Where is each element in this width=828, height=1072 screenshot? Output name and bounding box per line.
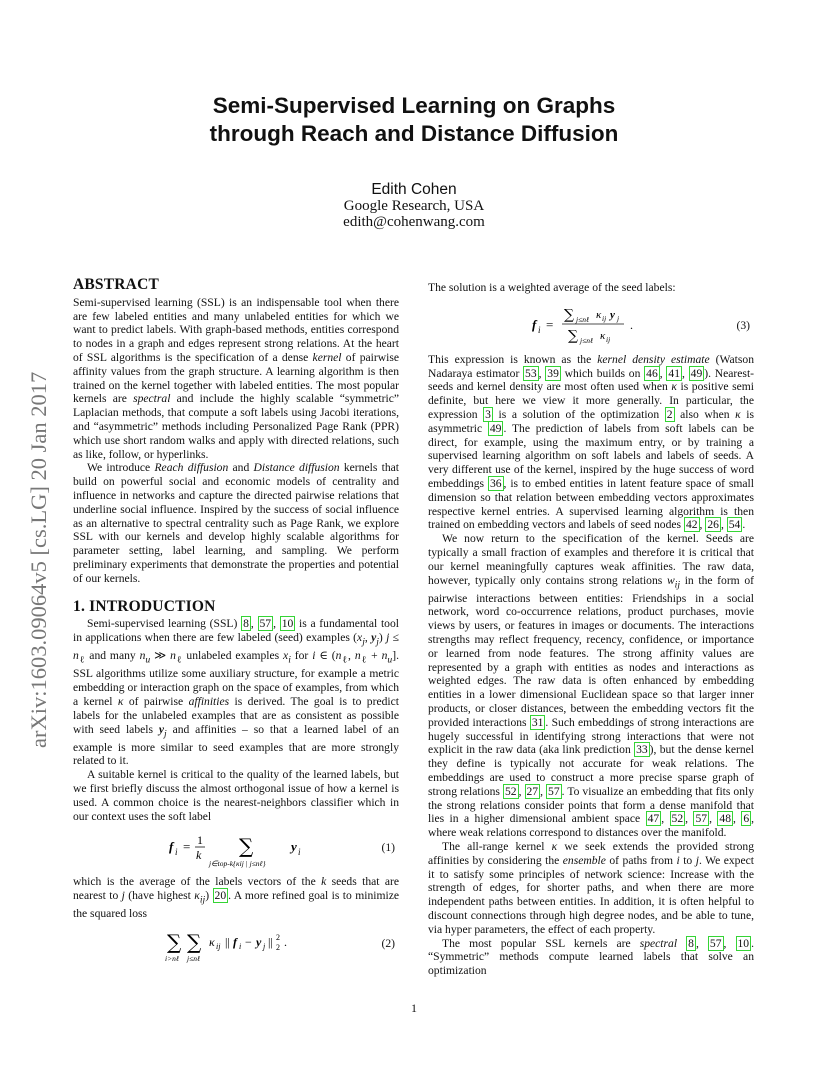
title-line-1: Semi-Supervised Learning on Graphs xyxy=(212,93,616,118)
svg-text:||: || xyxy=(268,935,273,950)
svg-text:∑: ∑ xyxy=(167,930,182,955)
citation-link[interactable]: 41 xyxy=(668,366,680,380)
svg-text:∑: ∑ xyxy=(564,306,574,323)
citation-link[interactable]: 42 xyxy=(685,518,698,532)
svg-text:f: f xyxy=(532,316,537,332)
svg-text:i: i xyxy=(175,847,178,858)
citation-link[interactable]: 33 xyxy=(636,743,648,757)
svg-text:f: f xyxy=(233,935,237,950)
citation-link[interactable]: 27 xyxy=(526,784,539,798)
svg-text:ij: ij xyxy=(216,942,221,952)
svg-text:κ: κ xyxy=(596,308,602,321)
citation-link[interactable]: 26 xyxy=(707,518,719,532)
citation-link[interactable]: 10 xyxy=(281,617,294,631)
author-name: Edith Cohen xyxy=(371,181,457,198)
svg-text:2: 2 xyxy=(276,943,280,953)
right-column xyxy=(428,281,754,978)
svg-text:ij: ij xyxy=(606,334,611,344)
svg-text:j≤nℓ: j≤nℓ xyxy=(576,314,590,324)
paper-title xyxy=(0,92,828,148)
svg-text:||: || xyxy=(225,935,230,950)
author-block xyxy=(0,182,828,230)
citation-link[interactable]: 46 xyxy=(646,366,658,380)
svg-text:i: i xyxy=(298,847,301,858)
citation-link[interactable]: 20 xyxy=(214,889,227,903)
svg-text:2: 2 xyxy=(276,933,280,943)
intro-paragraph-2: A suitable kernel is critical to the quality of the learned labels, but we first briefly discuss the almost orthogonal issue of how a kernel is used. A common choice is the nearest-neighbors classifier which in our context uses the soft label xyxy=(73,768,399,823)
equation-link[interactable]: 2 xyxy=(666,407,673,421)
author-email[interactable]: edith@cohenwang.com xyxy=(343,214,485,230)
svg-text:1: 1 xyxy=(197,833,203,848)
svg-text:κ: κ xyxy=(600,329,606,342)
citation-link[interactable]: 36 xyxy=(489,476,502,490)
equation-link[interactable]: 3 xyxy=(485,407,491,421)
equation-3 xyxy=(428,303,754,347)
citation-link[interactable]: 57 xyxy=(259,617,272,631)
svg-text:y: y xyxy=(291,839,297,855)
citation-link[interactable]: 8 xyxy=(243,617,249,631)
svg-text:y: y xyxy=(610,308,615,321)
citation-link[interactable]: 6 xyxy=(743,812,750,826)
title-line-2: through Reach and Distance Diffusion xyxy=(209,121,619,146)
intro-paragraph-1: Semi-supervised learning (SSL) 8 , 57 , 10 is a fundamental tool in applications when there are few labeled (seed) examples ($x_j$, $y_j$) $j \le n_\ell$ and many $n_u$ ≫ $n_\ell$ unlabeled examples $x_i$ for i ∈ ($n_\ell$, $n_\ell + n_u$]. SSL algorithms utilize some auxiliary structure, for example a metric embedding or interaction graph on the space of examples, from which a kernel κ of pairwise affinities is derived. The goal is to predict labels for the unlabeled examples that are as consistent as possible with seed labels $y_j$ and affinities – so that a learned label of an example is more similar to seed examples that are more strongly related to it. xyxy=(73,617,399,768)
equation-3-number: (3) xyxy=(736,318,750,332)
svg-text:κ: κ xyxy=(209,935,215,950)
equation-2-number: (2) xyxy=(381,937,395,951)
svg-text:y: y xyxy=(256,935,262,950)
right-paragraph-4: The most popular SSL kernels are spectral 8 , 57 , 10 . “Symmetric” methods compute learned labels that solve an optimization xyxy=(428,936,754,978)
svg-text:j: j xyxy=(617,313,620,323)
equation-1-number: (1) xyxy=(381,841,395,855)
citation-link[interactable]: 53 xyxy=(525,366,537,380)
equation-1 xyxy=(73,829,399,869)
abstract-paragraph-2: We introduce Reach diffusion and Distance diffusion kernels that build on powerful social and economic models of centrality and influence in networks and capture the directed pairwise relations that underline social influence. Inspired by the success of social influence as an alternative to spectral centrality such as Page Rank, we explore SSL with our kernels and develop highly scalable algorithms for parameter setting, label learning, and sampling. We perform preliminary experiments that demonstrate the properties and potential of our kernels. xyxy=(73,461,399,585)
abstract-paragraph-1: Semi-supervised learning (SSL) is an indispensable tool when there are few labeled entities and many unlabeled entities for which we want to predict labels. With graph-based methods, entities correspond to nodes in a graph and edges represent strong relations. At the heart of SSL algorithms is the specification of a dense kernel of pairwise affinity values from the graph structure. A learning algorithm is then trained on the kernel together with labeled entities. The most popular kernels are spectral and include the highly scalable “symmetric” Laplacian methods, that compute a soft labels using Jacobi iterations, and “asymmetric” methods including Personalized Page Rank (PPR) which use short random walks and apply with directed relations, such as like, follow, or hyperlinks. xyxy=(73,295,399,461)
svg-text:j: j xyxy=(263,942,266,952)
citation-link[interactable]: 47 xyxy=(647,812,660,826)
citation-link[interactable]: 52 xyxy=(671,812,684,826)
svg-text:i: i xyxy=(538,324,541,335)
arxiv-stamp-text: arXiv:1603.09064v5 [cs.LG] 20 Jan 2017 xyxy=(26,371,51,748)
citation-link[interactable]: 48 xyxy=(719,812,731,826)
svg-text:−: − xyxy=(245,935,252,950)
right-paragraph-0: The solution is a weighted average of the seed labels: xyxy=(428,281,676,294)
citation-link[interactable]: 49 xyxy=(690,366,703,380)
citation-link[interactable]: 10 xyxy=(737,936,750,950)
author-affiliation: Google Research, USA xyxy=(343,198,485,214)
right-paragraph-3: The all-range kernel κ we seek extends the provided strong affinities by considering the ensemble of paths from i to j. We expect it to satisfy some principles of network science: Increase with the strength of edges, for shorter paths, and when there are more independent paths between entities. In addition, it is often helpful to discount connections through high degree nodes, and be able to tune, via hyper parameters, the effect of each property. xyxy=(428,840,754,936)
citation-link[interactable]: 54 xyxy=(728,518,741,532)
citation-link[interactable]: 57 xyxy=(709,936,722,950)
citation-link[interactable]: 8 xyxy=(688,936,694,950)
svg-text:i>nℓ: i>nℓ xyxy=(165,954,180,964)
citation-link[interactable]: 57 xyxy=(548,784,560,798)
abstract-heading: ABSTRACT xyxy=(73,276,160,293)
svg-text:f: f xyxy=(169,839,174,855)
svg-text:k: k xyxy=(196,848,202,863)
page-number: 1 xyxy=(411,1001,417,1015)
citation-link[interactable]: 39 xyxy=(547,366,559,380)
intro-paragraph-3: which is the average of the labels vectors of the k seeds that are nearest to j (have highest $\kappa_{ij}$) 20 . A more refined goal is to minimize the squared loss xyxy=(73,875,399,921)
svg-text:.: . xyxy=(284,935,287,950)
intro-heading: 1. INTRODUCTION xyxy=(73,597,216,615)
svg-text:j∈top-k{κij | j≤nℓ}: j∈top-k{κij | j≤nℓ} xyxy=(209,859,266,869)
svg-text:j≤nℓ: j≤nℓ xyxy=(187,954,201,964)
svg-text:∑: ∑ xyxy=(239,834,254,859)
svg-text:=: = xyxy=(546,316,554,332)
svg-text:.: . xyxy=(630,317,633,332)
arxiv-stamp xyxy=(4,292,70,752)
citation-link[interactable]: 31 xyxy=(531,715,544,729)
equation-2 xyxy=(73,927,399,963)
citation-link[interactable]: 57 xyxy=(695,812,708,826)
svg-text:i: i xyxy=(239,942,242,952)
citation-link[interactable]: 49 xyxy=(489,421,502,435)
svg-text:∑: ∑ xyxy=(187,930,202,955)
left-column xyxy=(73,278,399,969)
svg-text:j≤nℓ: j≤nℓ xyxy=(580,335,594,345)
svg-text:=: = xyxy=(183,839,191,855)
citation-link[interactable]: 52 xyxy=(504,784,517,798)
right-paragraph-1: This expression is known as the kernel density estimate (Watson Nadaraya estimator 53 , 39 which builds on 46 , 41 , 49 ). Nearest-seeds and kernel density are most often used when κ is positive semi definite, but here we view it more generally. In particular, the expression 3 is a solution of the optimization 2 also when κ is asymmetric 49 . The prediction of labels from soft labels can be direct, for example, using the maximum entry, or by training a supervised learning algorithm on soft labels and labels of seeds. A very different use of the kernel, inspired by the huge success of word embeddings 36 , is to embed entities in latent feature space of small dimension so that relation between embedding vectors approximates respective kernel entries. A supervised learning algorithm is then trained on embedding vectors and labels of seed nodes 42 , 26 , 54 . xyxy=(428,352,755,532)
right-paragraph-2: We now return to the specification of the kernel. Seeds are typically a small fraction of examples and therefore it is critical that our kernel meaningfully captures weak affinities. The raw data, however, typically only contains strong relations $w_{ij}$ in the form of pairwise interactions between entities: Friendships in a social network, word co-occurrence relations, product purchases, movie views by users, or features in images or documents. The interactions strengths may reflect frequency, recency, confidence, or importance or learned from node features. The strong affinity values are represented by a graph with entities as nodes and interactions as weighted edges. The raw data is often enhanced by embedding entities in a lower dimensional Euclidean space so that larger inner products, or closer distances, between the embedding vectors fit the provided interactions 31 . Such embeddings of strong interactions are hugely successful in identifying strong interactions that were not explicit in the raw data (aka link prediction 33 ), but the dense kernel they define is typically not accurate for weak relations. The embeddings are used to construct a more precise sparse graph of strong relations 52 , 27 , 57 . To visualize an embedding that fits only the strong relations consider points that form a dense manifold that lies in a higher dimensional ambient space 47 , 52 , 57 , 48 , 6 , where weak relations correspond to distances over the manifold. xyxy=(428,532,755,840)
svg-text:∑: ∑ xyxy=(568,327,578,344)
svg-text:ij: ij xyxy=(602,313,607,323)
